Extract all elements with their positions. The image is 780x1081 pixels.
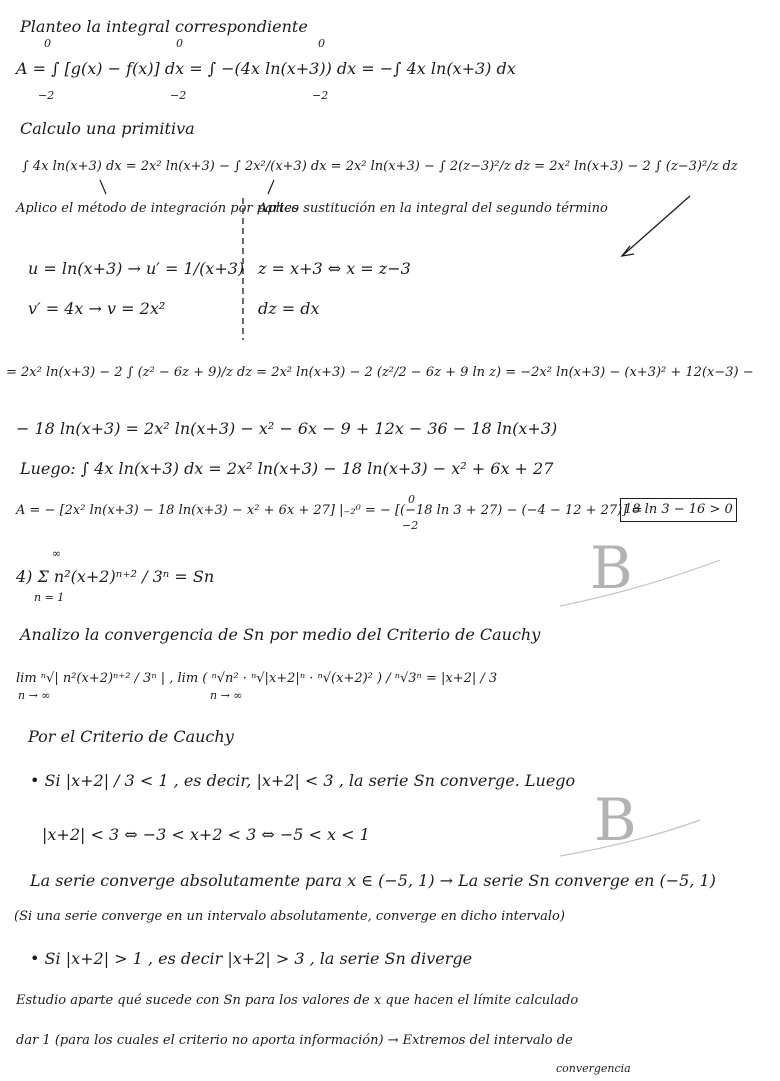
line-case-converge: • Si |x+2| / 3 < 1 , es decir, |x+2| < 3 , la serie Sn converge. Luego bbox=[30, 771, 576, 790]
upper-limit: 0 bbox=[318, 37, 325, 50]
line-expansion: = 2x² ln(x+3) − 2 ∫ (z² − 6z + 9)/z dz = 2x² ln(x+3) − 2 (z²/2 − 6z + 9 ln z) = −2x² ln(x+3) − (x+3)² + 12(x−3) − bbox=[6, 365, 754, 380]
sum-lower: n = 1 bbox=[34, 591, 65, 604]
lower-limit: −2 bbox=[170, 89, 187, 102]
upper-limit: 0 bbox=[176, 37, 183, 50]
line-estudio: Estudio aparte qué sucede con Sn para los valores de x que hacen el límite calculado bbox=[16, 993, 579, 1008]
line-series: 4) Σ n²(x+2)ⁿ⁺² / 3ⁿ = Sn bbox=[16, 567, 215, 586]
grade-mark: B bbox=[590, 534, 633, 602]
pointer-arrow-2 bbox=[268, 180, 274, 194]
grade-mark: B bbox=[594, 786, 637, 854]
line-note: (Si una serie converge en un intervalo absolutamente, converge en dicho intervalo) bbox=[14, 909, 565, 924]
grade-stroke-1 bbox=[560, 560, 720, 606]
sum-upper: ∞ bbox=[52, 547, 62, 560]
line-case-diverge: • Si |x+2| > 1 , es decir |x+2| > 3 , la serie Sn diverge bbox=[30, 949, 473, 968]
line-dz: dz = dx bbox=[258, 299, 320, 318]
pointer-arrow-1 bbox=[100, 180, 106, 194]
line-u: u = ln(x+3) → u′ = 1/(x+3) bbox=[28, 259, 245, 278]
upper-limit: 0 bbox=[44, 37, 51, 50]
line-luego: Luego: ∫ 4x ln(x+3) dx = 2x² ln(x+3) − 18 ln(x+3) − x² + 6x + 27 bbox=[20, 459, 554, 478]
limit-sub: n → ∞ bbox=[210, 689, 243, 702]
check-arrow bbox=[622, 196, 690, 256]
upper-limit: 0 bbox=[408, 493, 415, 506]
line-simplify: − 18 ln(x+3) = 2x² ln(x+3) − x² − 6x − 9 + 12x − 36 − 18 ln(x+3) bbox=[16, 419, 558, 438]
line-primitive: ∫ 4x ln(x+3) dx = 2x² ln(x+3) − ∫ 2x²/(x+3) dx = 2x² ln(x+3) − ∫ 2(z−3)²/z dz = 2x² ln(x+3) − 2 ∫ (z−3)²/z dz bbox=[22, 159, 738, 174]
line-absolute: La serie converge absolutamente para x ∈ (−5, 1) → La serie Sn converge en (−5, 1) bbox=[30, 871, 716, 890]
lower-limit: −2 bbox=[38, 89, 55, 102]
line-analizo: Analizo la convergencia de Sn por medio del Criterio de Cauchy bbox=[20, 625, 541, 644]
line-calculo: Calculo una primitiva bbox=[20, 119, 195, 138]
line-v: v′ = 4x → v = 2x² bbox=[28, 299, 166, 318]
line-area-result: A = − [2x² ln(x+3) − 18 ln(x+3) − x² + 6x + 27] |₋₂⁰ = − [(−18 ln 3 + 27) − (−4 − 12 + 27)] = bbox=[16, 503, 643, 518]
line-z: z = x+3 ⇔ x = z−3 bbox=[258, 259, 411, 278]
line-convergencia: convergencia bbox=[556, 1062, 631, 1075]
limit-sub: n → ∞ bbox=[18, 689, 51, 702]
line-area-integral: A = ∫ [g(x) − f(x)] dx = ∫ −(4x ln(x+3)) dx = −∫ 4x ln(x+3) dx bbox=[16, 59, 516, 78]
line-interval: |x+2| < 3 ⇔ −3 < x+2 < 3 ⇔ −5 < x < 1 bbox=[42, 825, 370, 844]
line-cauchy: Por el Criterio de Cauchy bbox=[28, 727, 234, 746]
line-extremos: dar 1 (para los cuales el criterio no aporta información) → Extremos del intervalo de bbox=[16, 1033, 573, 1048]
lower-limit: −2 bbox=[402, 519, 419, 532]
lower-limit: −2 bbox=[312, 89, 329, 102]
note-partes: Aplico el método de integración por partes bbox=[16, 201, 299, 216]
note-sustitucion: Aplico sustitución en la integral del segundo término bbox=[258, 201, 608, 216]
line-planteo: Planteo la integral correspondiente bbox=[20, 17, 308, 36]
line-limit: lim ⁿ√| n²(x+2)ⁿ⁺² / 3ⁿ | , lim ( ⁿ√n² · ⁿ√|x+2|ⁿ · ⁿ√(x+2)² ) / ⁿ√3ⁿ = |x+2| / 3 bbox=[16, 671, 498, 686]
boxed-result: 18 ln 3 − 16 > 0 bbox=[620, 498, 737, 522]
